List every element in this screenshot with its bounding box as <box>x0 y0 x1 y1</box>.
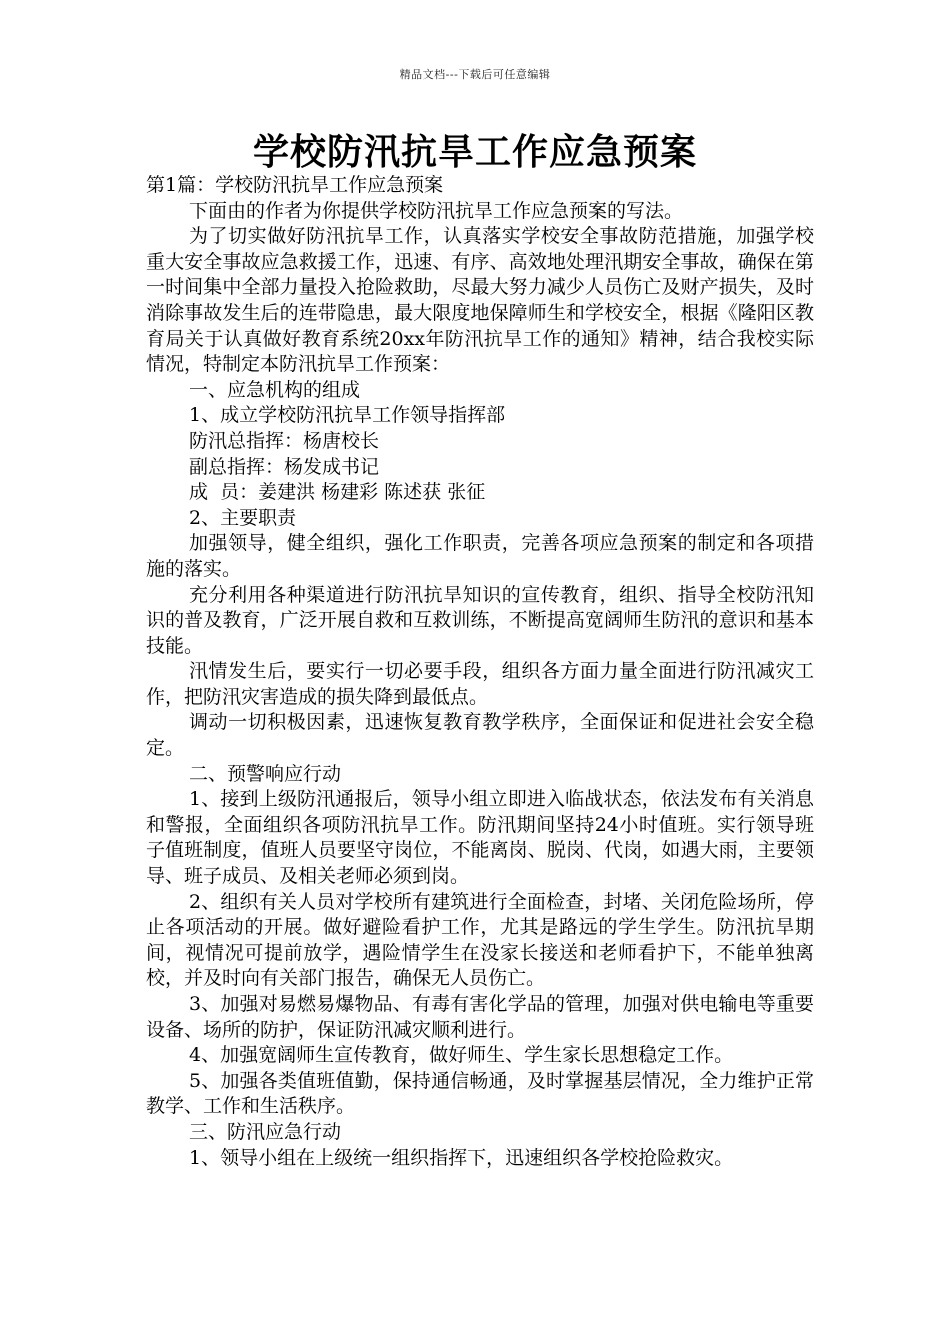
document-title: 学校防汛抗旱工作应急预案 <box>252 131 697 173</box>
subsection-heading: 1、成立学校防汛抗旱工作领导指挥部 <box>189 404 506 427</box>
paragraph: 充分利用各种渠道进行防汛抗旱知识的宣传教育，组织、指导全校防汛知识的普及教育，广泛开展自救和互救训练，不断提高宽阔师生防汛的意识和基本技能。 <box>146 583 814 657</box>
paragraph: 汛情发生后，要实行一切必要手段，组织各方面力量全面进行防汛减灾工作，把防汛灾害造成的损失降到最低点。 <box>146 660 814 708</box>
paragraph: 防汛总指挥：杨唐校长 <box>189 429 380 452</box>
section-heading: 一、应急机构的组成 <box>189 378 361 401</box>
paragraph: 加强领导，健全组织，强化工作职责，完善各项应急预案的制定和各项措施的落实。 <box>146 532 814 580</box>
paragraph: 为了切实做好防汛抗旱工作，认真落实学校安全事故防范措施，加强学校重大安全事故应急救援工作，迅速、有序、高效地处理汛期安全事故，确保在第一时间集中全部力量投入抢险救助，尽最大努力减少人员伤亡及财产损失，及时消除事故发生后的连带隐患，最大限度地保障师生和学校安全，根据《隆阳区教育局关于认真做好教育系统20xx年防汛抗旱工作的通知》精神，结合我校实际情况，特制定本防汛抗旱工作预案： <box>146 225 814 376</box>
section-heading: 二、预警响应行动 <box>189 762 342 785</box>
paragraph: 1、领导小组在上级统一组织指挥下，迅速组织各学校抢险救灾。 <box>189 1146 734 1169</box>
paragraph: 副总指挥：杨发成书记 <box>189 455 380 478</box>
paragraph: 成 员：姜建洪 杨建彩 陈述获 张征 <box>189 481 486 504</box>
section-heading: 三、防汛应急行动 <box>189 1120 342 1143</box>
document-body <box>146 173 814 1171</box>
paragraph: 4、加强宽阔师生宣传教育，做好师生、学生家长思想稳定工作。 <box>189 1044 734 1067</box>
paragraph: 5、加强各类值班值勤，保持通信畅通，及时掌握基层情况，全力维护正常教学、工作和生活秩序。 <box>146 1069 814 1118</box>
paragraph: 调动一切积极因素，迅速恢复教育教学秩序，全面保证和促进社会安全稳定。 <box>146 711 814 760</box>
page-header: 精品文档---下载后可任意编辑 <box>399 68 551 81</box>
subsection-heading: 2、主要职责 <box>189 506 297 529</box>
paragraph: 下面由的作者为你提供学校防汛抗旱工作应急预案的写法。 <box>189 199 684 222</box>
paragraph: 1、接到上级防汛通报后，领导小组立即进入临战状态，依法发布有关消息和警报，全面组织各项防汛抗旱工作。防汛期间坚持24小时值班。实行领导班子值班制度，值班人员要坚守岗位，不能离岗、脱岗、代岗，如遇大雨，主要领导、班子成员、及相关老师必须到岗。 <box>146 788 814 888</box>
paragraph: 3、加强对易燃易爆物品、有毒有害化学品的管理，加强对供电输电等重要设备、场所的防护，保证防汛减灾顺利进行。 <box>146 993 814 1041</box>
paragraph: 第1篇：学校防汛抗旱工作应急预案 <box>146 174 444 196</box>
paragraph: 2、组织有关人员对学校所有建筑进行全面检查，封堵、关闭危险场所，停止各项活动的开展。做好避险看护工作，尤其是路远的学生学生。防汛抗旱期间，视情况可提前放学，遇险情学生在没家长接送和老师看护下，不能单独离校，并及时向有关部门报告，确保无人员伤亡。 <box>146 890 814 990</box>
